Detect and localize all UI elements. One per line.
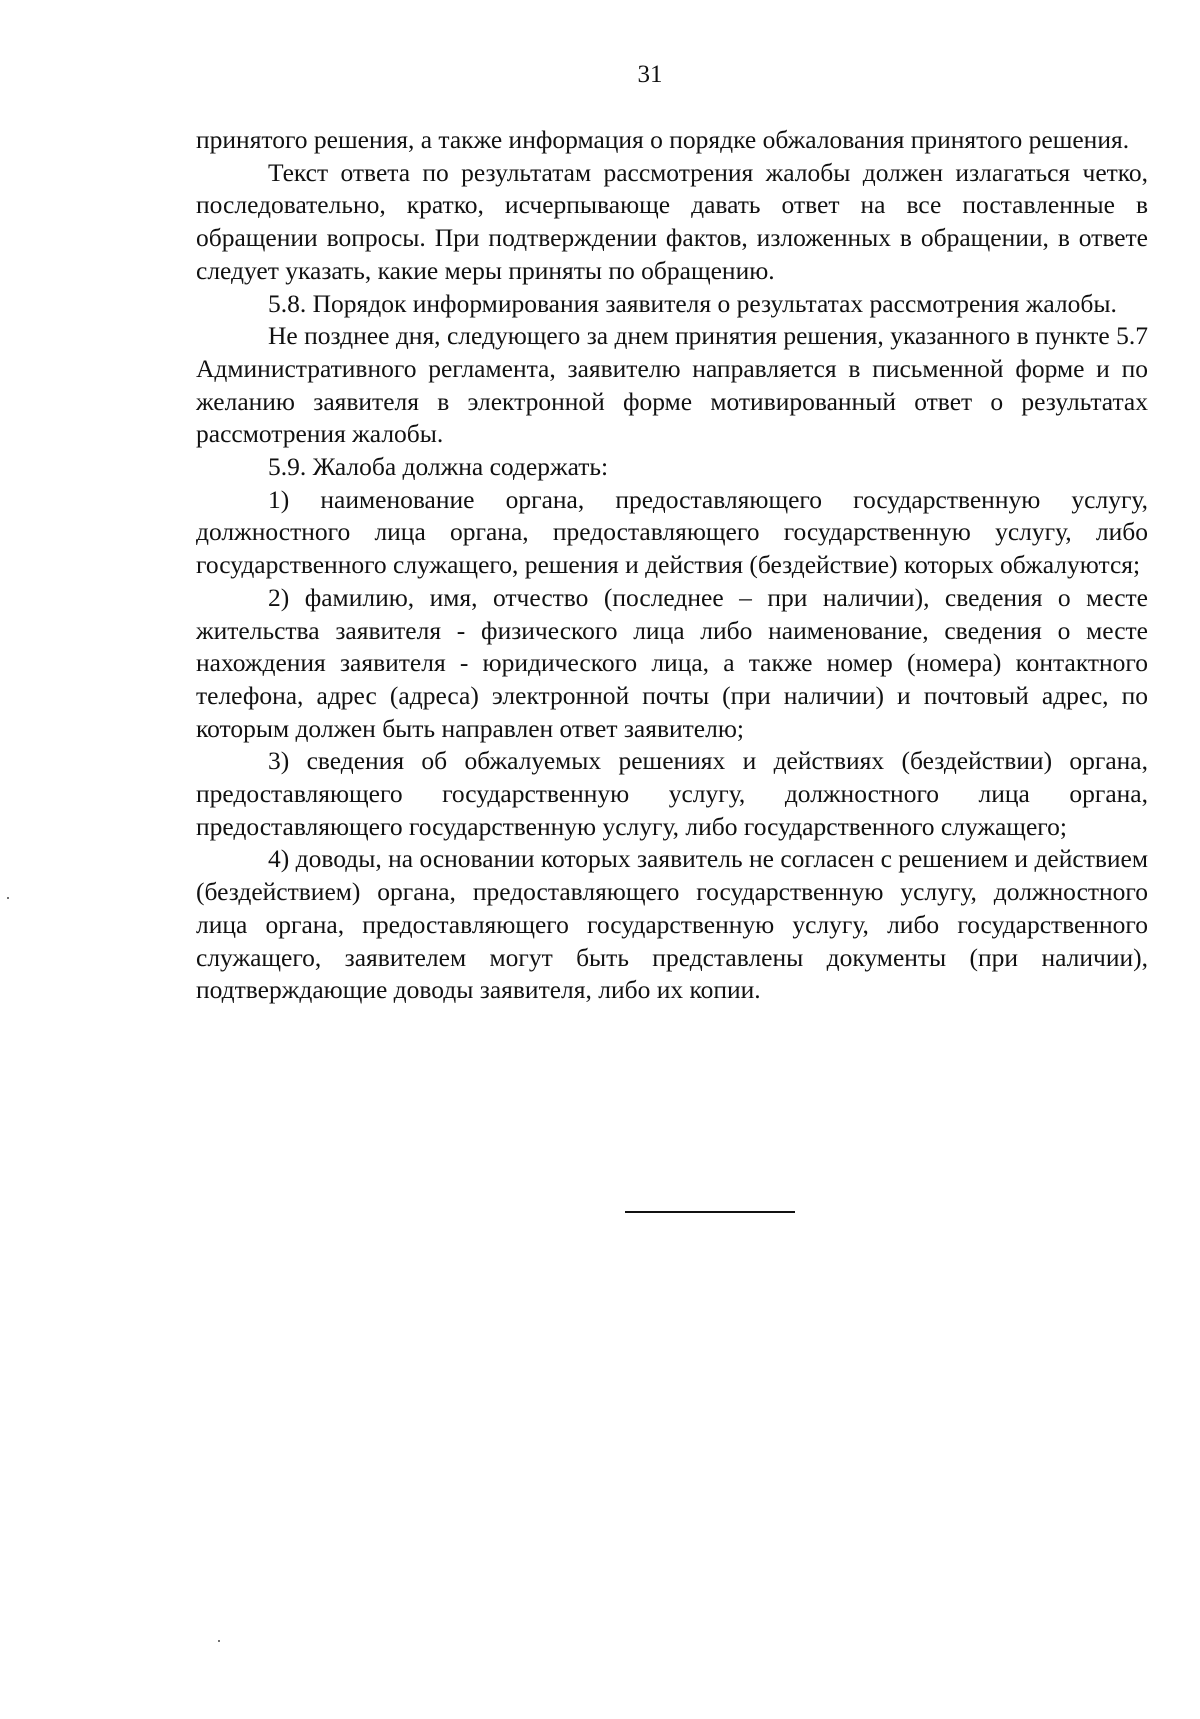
section-heading-5-8: 5.8. Порядок информирования заявителя о результатах рассмотрения жалобы. [268,288,1117,318]
list-item: 2) фамилию, имя, отчество (последнее – при наличии), сведения о месте жительства заявителя - физического лица либо наименование, сведения о месте нахождения заявителя - юридического лица, а также номер (номера) контактного телефона, адрес (адреса) электронной почты (при наличии) и почтовый адрес, по которым должен быть направлен ответ заявителю; [196,582,1148,743]
document-body [196,124,1148,1007]
list-item: 4) доводы, на основании которых заявитель не согласен с решением и действием (бездействием) органа, предоставляющего государственную услугу, должностного лица органа, предоставляющего государственную услугу, либо государственного служащего, заявителем могут быть представлены документы (при наличии), подтверждающие доводы заявителя, либо их копии. [196,844,1148,1005]
section-heading-5-9: 5.9. Жалоба должна содержать: [268,452,609,482]
list-item: 3) сведения об обжалуемых решениях и действиях (бездействии) органа, предоставляющего государственную услугу, должностного лица органа, предоставляющего государственную услугу, либо государственного служащего; [196,746,1148,841]
closing-divider [625,1211,795,1213]
list-item: 1) наименование органа, предоставляющего государственную услугу, должностного лица органа, предоставляющего государственную услугу, либо государственного служащего, решения и действия (бездействие) которых обжалуются; [196,484,1148,580]
paragraph: Текст ответа по результатам рассмотрения жалобы должен излагаться четко, последовательно, кратко, исчерпывающе давать ответ на все поставленные в обращении вопросы. При подтверждении фактов, изложенных в обращении, в ответе следует указать, какие меры приняты по обращению. [196,157,1148,285]
page-number: 31 [637,61,663,88]
scan-speck [218,1640,220,1642]
scan-speck [7,897,9,899]
paragraph: принятого решения, а также информация о порядке обжалования принятого решения. [196,125,1130,154]
paragraph: Не позднее дня, следующего за днем принятия решения, указанного в пункте 5.7 Административного регламента, заявителю направляется в письменной форме и по желанию заявителя в электронной форме мотивированный ответ о результатах рассмотрения жалобы. [196,321,1148,449]
